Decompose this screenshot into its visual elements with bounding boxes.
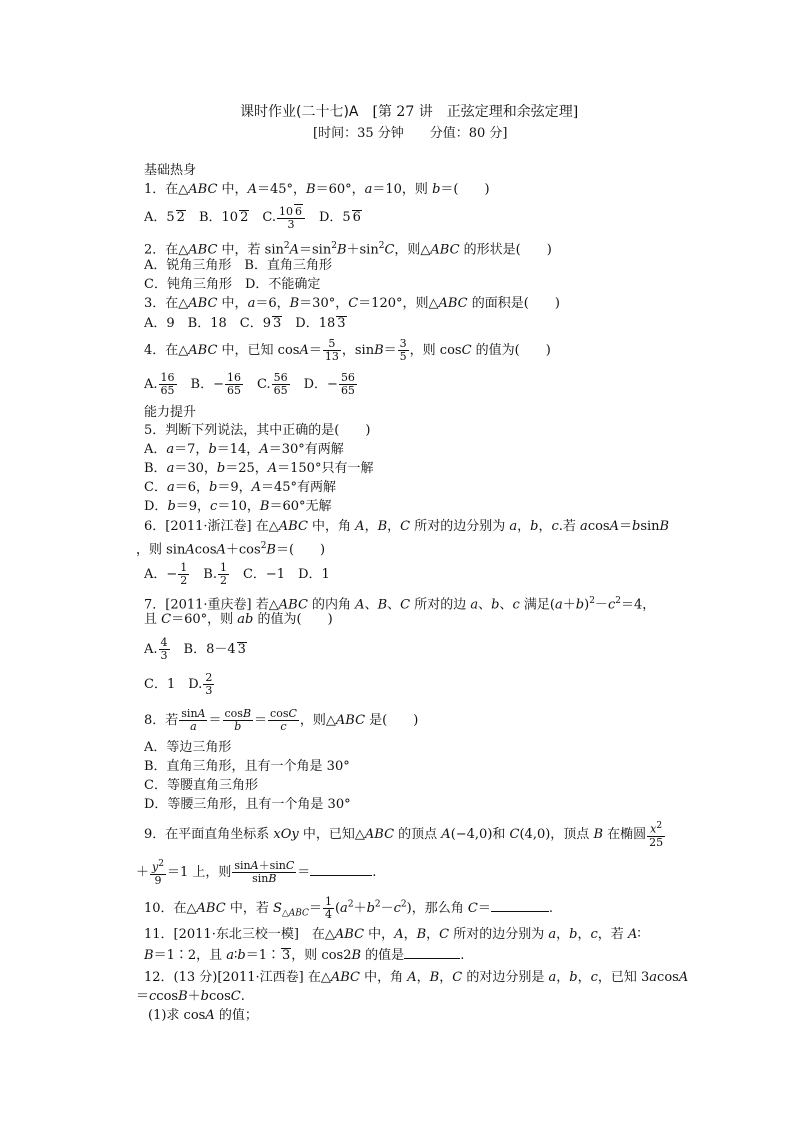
section-advanced: 能力提升: [144, 405, 197, 420]
q12-line1: 12．(13 分)[2011·江西卷] 在△ABC 中，角 A，B，C 的对边分别是 a，b，c，已知 3acosA: [144, 970, 689, 985]
q7-line2: 且 C＝60°，则 ab 的值为( ): [144, 612, 333, 627]
q6-line1: 6．[2011·浙江卷] 在△ABC 中，角 A，B，C 所对的边分别为 a，b，c.若 acosA＝bsinB: [144, 519, 670, 534]
q2-stem: 2．在△ABC 中，若 $\sin^2A=\sin^2B+\sin^2C$，则△ABC 的形状是( ): [144, 241, 552, 258]
q5-stem: 5．判断下列说法，其中正确的是( ): [144, 423, 371, 438]
q4-stem: 4．在△ABC 中，已知 cosA＝ $\frac{5}{13}$ ，sinB＝ $\frac{3}{5}$ ，则 cosC 的值为( ): [144, 337, 551, 363]
q3-stem: 3．在△ABC 中，a＝6，B＝30°，C＝120°，则△ABC 的面积是( ): [144, 296, 560, 311]
q7-line1: 7．[2011·重庆卷] 若△ABC 的内角 A、B、C 所对的边 a、b、c 满足$(a+b)^2-c^2=4$，: [144, 596, 656, 613]
q8-stem: 8．若 $\frac{\sin A}{a}$ ＝ $\frac{\cos B}{b}$ ＝ $\frac{\cos C}{c}$ ，则△ABC 是( ): [144, 707, 419, 733]
section-basic: 基础热身: [144, 163, 197, 178]
q12-part1: (1)求 cosA 的值；: [148, 1008, 258, 1023]
q9-line2: ＋ $\frac{y^2}{9}$ ＝1 上，则 $\frac{\sin A+\sin C}{\sin B}$ ＝ .: [136, 858, 377, 887]
q2-option-a-b: A．锐角三角形 B．直角三角形: [144, 258, 332, 273]
time-score-info: [时间：35 分钟 分值：80 分]: [313, 126, 508, 141]
q5-option-b: B．a＝30，b＝25，A＝150°只有一解: [144, 461, 374, 476]
q8-option-c: C．等腰直角三角形: [144, 778, 258, 793]
q7-options-ab: A. $\frac{4}{3}$ B．8－4 3: [144, 636, 246, 662]
q8-option-b: B．直角三角形，且有一个角是 30°: [144, 759, 350, 774]
q12-line2: ＝ccosB＋bcosC.: [136, 989, 245, 1004]
q10-stem: 10．在△ABC 中，若 $S_{\triangle ABC}=$ $\frac{1}{4}$ $(a^2+b^2-c^2)$，那么角 C＝ .: [144, 895, 553, 921]
q4-options: A. $\frac{16}{65}$ B．− $\frac{16}{65}$ C. $\frac{56}{65}$ D．− $\frac{56}{65}$: [144, 371, 355, 397]
q3-options: A．9 B．18 C．9 3 D．18 3: [144, 316, 346, 331]
q7-options-cd: C．1 D. $\frac{2}{3}$: [144, 671, 213, 697]
q1-stem: 1．在△ABC 中，A＝45°，B＝60°，a＝10，则 b＝( ): [144, 182, 490, 197]
q8-option-d: D．等腰三角形，且有一个角是 30°: [144, 797, 351, 812]
worksheet-title: 课时作业(二十七)A [第 27 讲 正弦定理和余弦定理]: [240, 104, 579, 120]
q11-line2: B＝1∶2，且 a∶b＝1∶ 3，则 cos2B 的值是 .: [144, 948, 465, 963]
q11-line1: 11．[2011·东北三校一模] 在△ABC 中，A，B，C 所对的边分别为 a，b，c，若 A∶: [144, 927, 641, 942]
q6-options: A．− $\frac{1}{2}$ B. $\frac{1}{2}$ C．−1 D．1: [144, 561, 330, 587]
q5-option-a: A．a＝7，b＝14，A＝30°有两解: [144, 442, 344, 457]
q2-option-c-d: C．钝角三角形 D．不能确定: [144, 277, 321, 292]
q6-line2: ，则 $sinAcosA+\cos^2B=$( ): [136, 541, 326, 558]
q1-options: A．5 2 B．10 2 C. $\frac{10 6}{3}$ D．5 6: [144, 205, 361, 231]
q5-option-c: C．a＝6，b＝9，A＝45°有两解: [144, 480, 337, 495]
q5-option-d: D．b＝9，c＝10，B＝60°无解: [144, 499, 332, 514]
q9-line1: 9．在平面直角坐标系 xOy 中，已知△ABC 的顶点 A(−4,0)和 C(4,0)，顶点 B 在椭圆 $\frac{x^2}{25}$: [144, 821, 664, 849]
q8-option-a: A．等边三角形: [144, 740, 232, 755]
